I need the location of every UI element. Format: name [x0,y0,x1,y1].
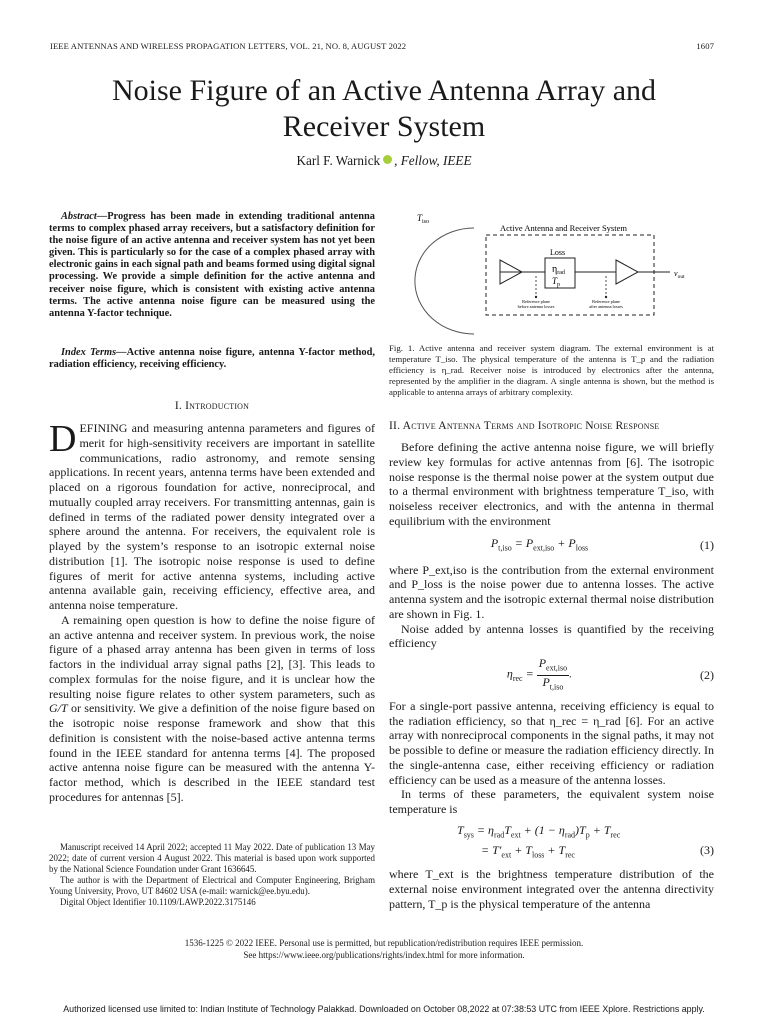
isotropic-environment-arc [415,228,474,334]
copyright-notice [0,938,768,961]
loss-label: Loss [550,248,566,257]
author-line [0,153,768,169]
equation-2-number: (2) [700,667,714,682]
sec2-paragraph-3: Noise added by antenna losses is quantified by the receiving efficiency [389,621,714,651]
eta-rad-label: $\eta_{rad}$ [552,264,565,276]
figure-1-diagram [402,210,714,336]
tp-label: $T_p$ [552,276,561,288]
abstract-label: Abstract— [61,211,108,222]
ref-plane-after-label-2: after antenna losses [589,304,623,309]
sec2-paragraph-2: where P_ext,iso is the contribution from the external environment and P_loss is the noise power due to antenna losses. The active antenna system and the isotropic external thermal noise distribution are shown in Fig. 1. [389,562,714,621]
footnote-affiliation: The author is with the Department of Electrical and Computer Engineering, Brigham Young University, Provo, UT 84602 USA (e-mail: warnick@ee.byu.edu). [49,875,375,896]
amplifier-icon [616,260,638,284]
equation-3-line-2: = $T'_{ext} + T_{loss} + T_{rec}$ (3) [389,843,714,863]
ref-plane-before-dot [535,296,537,298]
page-number: 1607 [696,41,714,51]
footnote-manuscript: Manuscript received 14 April 2022; accepted 11 May 2022. Date of publication 13 May 2022; date of current version 4 August 2022. This material is based upon work supported by the National Science Foundation under Grant 1636645. [49,842,375,874]
equation-3-line-1: $T_{sys} = \eta_{rad}T_{ext} + (1 - \eta_{rad})T_p + T_{rec}$ [457,822,621,840]
fig-t-iso: $T_{iso}$ [417,213,430,225]
copyright-line-1: 1536-1225 © 2022 IEEE. Personal use is permitted, but republication/redistribution requires IEEE permission. [184,938,584,948]
abstract-text: Progress has been made in extending traditional antenna terms to complex phased array receivers, but a satisfactory definition for the noise figure of an active antenna and receiver system has not yet been given. This is particularly so for the case of a complex phased array with electronic gains in each signal path and beams formed using digital signal processing. We provide a simple definition for the active antenna and receiver noise figure, which is consistent with existing active antenna terms. The active antenna noise figure can be measured using the antenna Y-factor technique. [49,211,375,319]
equation-2-expr: $\eta_{rec}$ = $\frac{P_{ext,iso}}{P_{t,iso}}$ . [506,656,573,691]
journal-name: IEEE ANTENNAS AND WIRELESS PROPAGATION LETTERS, VOL. 21, NO. 8, AUGUST 2022 [50,41,407,51]
section1-body [49,418,375,805]
equation-3 [389,823,714,863]
paper-title: Noise Figure of an Active Antenna Array and Receiver System [111,74,657,143]
sec2-paragraph-1: Before defining the active antenna noise figure, we will briefly review key formulas for active antennas from [6]. The isotropic noise response is the thermal noise power at the system output due to a thermal environment with brightness temperature T_iso, with noiseless receiver electronics, and with the antenna in thermal equilibrium with the environment [389,440,714,528]
system-box-title: Active Antenna and Receiver System [500,223,627,233]
sec2-paragraph-4: For a single-port passive antenna, receiving efficiency is equal to the radiation efficiency, so that η_rec = η_rad [6]. For an active array with nonreciprocal components in the signal paths, it may not be possible to define or measure the radiation efficiency directly. In the single-antenna case, either receiving efficiency or radiation efficiency can be used as a measure of the antenna losses. [389,698,714,787]
intro-paragraph-2: A remaining open question is how to define the noise figure of an active antenna and receiver system. In previous work, the noise figure of a phased array antenna has been given in terms of loss factors in the individual array signal paths [2], [3]. This leads to complex formulas for the noise figure, and it is unclear how the resulting noise figure relates to other system parameters, such as G/T or sensitivity. We give a definition of the noise figure based on the isotropic noise response framework and show that this definition is consistent with the noise-based active antenna terms found in the IEEE standard for antenna terms [4]. The proposed active antenna noise figure can be measured with the antenna Y-factor method, which is described in the IEEE standard test procedures for antennas [5]. [49,612,375,804]
license-footer: Authorized licensed use limited to: Indian Institute of Technology Palakkad. Downloaded on October 08,2022 at 07:38:53 UTC from IEEE Xplore. Restrictions apply. [63,1004,705,1014]
equation-1-number: (1) [700,538,714,553]
sec2-paragraph-6: where T_ext is the brightness temperature distribution of the external noise environment integrated over the antenna directivity pattern, T_p is the physical temperature of the antenna [389,867,714,911]
author-membership: , Fellow, IEEE [394,153,472,168]
section2-body [389,440,714,911]
orcid-icon[interactable] [383,155,392,164]
equation-1-expr: $P_{t,iso} = P_{ext,iso} + P_{loss}$ [490,535,589,552]
copyright-line-2[interactable]: See https://www.ieee.org/publications/rights/index.html for more information. [243,949,525,960]
equation-3-number: (3) [700,843,714,858]
index-terms [49,347,375,371]
equation-1 [389,536,714,556]
system-box [486,235,654,315]
first-page-footnote [49,842,375,908]
figure-1-caption: Fig. 1. Active antenna and receiver system diagram. The external environment is at temperature T_iso. The physical temperature of the antenna is T_p and the radiation efficiency is η_rad. Receiver noise is introduced by electronics after the antenna, represented by the amplifier in the diagram. A single antenna is shown, but the method is applicable to antenna arrays of arbitrary complexity. [389,343,714,397]
ref-plane-before-label-2: before antenna losses [517,304,555,309]
vout-label: $v_{out}$ [674,269,685,280]
running-head [50,41,714,51]
dropcap: D [49,418,77,460]
equation-2 [389,657,714,693]
ref-plane-before-label-1: Reference plane [522,299,550,304]
section1-heading: I. Introduction [174,399,250,412]
abstract [49,211,375,320]
section2-heading: II. Active Antenna Terms and Isotropic Noise Response [389,419,660,432]
sec2-paragraph-5: In terms of these parameters, the equivalent system noise temperature is [389,787,714,817]
ref-plane-after-dot [605,296,607,298]
index-terms-text: Active antenna noise figure, antenna Y-factor method, radiation efficiency, receiving efficiency. [49,347,375,371]
footnote-doi[interactable]: Digital Object Identifier 10.1109/LAWP.2022.3175146 [60,897,256,907]
intro-paragraph-1: DEFINING and measuring antenna parameters and figures of merit for high-sensitivity receivers are important in satellite communications, radio astronomy, and remote sensing applications. In recent years, antenna terms have been extended and placed on a rigorous foundation for active, nonreciprocal, and mutually coupled array receivers. For transmitting antennas, gain is defined in terms of the radiated power density integrated over a sphere around the antenna. For receivers, the equivalent role is played by the system’s response to an isotropic external noise distribution [1]. The isotropic noise response is used to define figures of merit for active antenna systems, including active antenna available gain, receiving efficiency, effective area, and antenna noise temperature. [49,418,375,612]
index-terms-label: Index Terms— [61,347,127,358]
author-name: Karl F. Warnick [296,153,381,168]
ref-plane-after-label-1: Reference plane [592,299,620,304]
